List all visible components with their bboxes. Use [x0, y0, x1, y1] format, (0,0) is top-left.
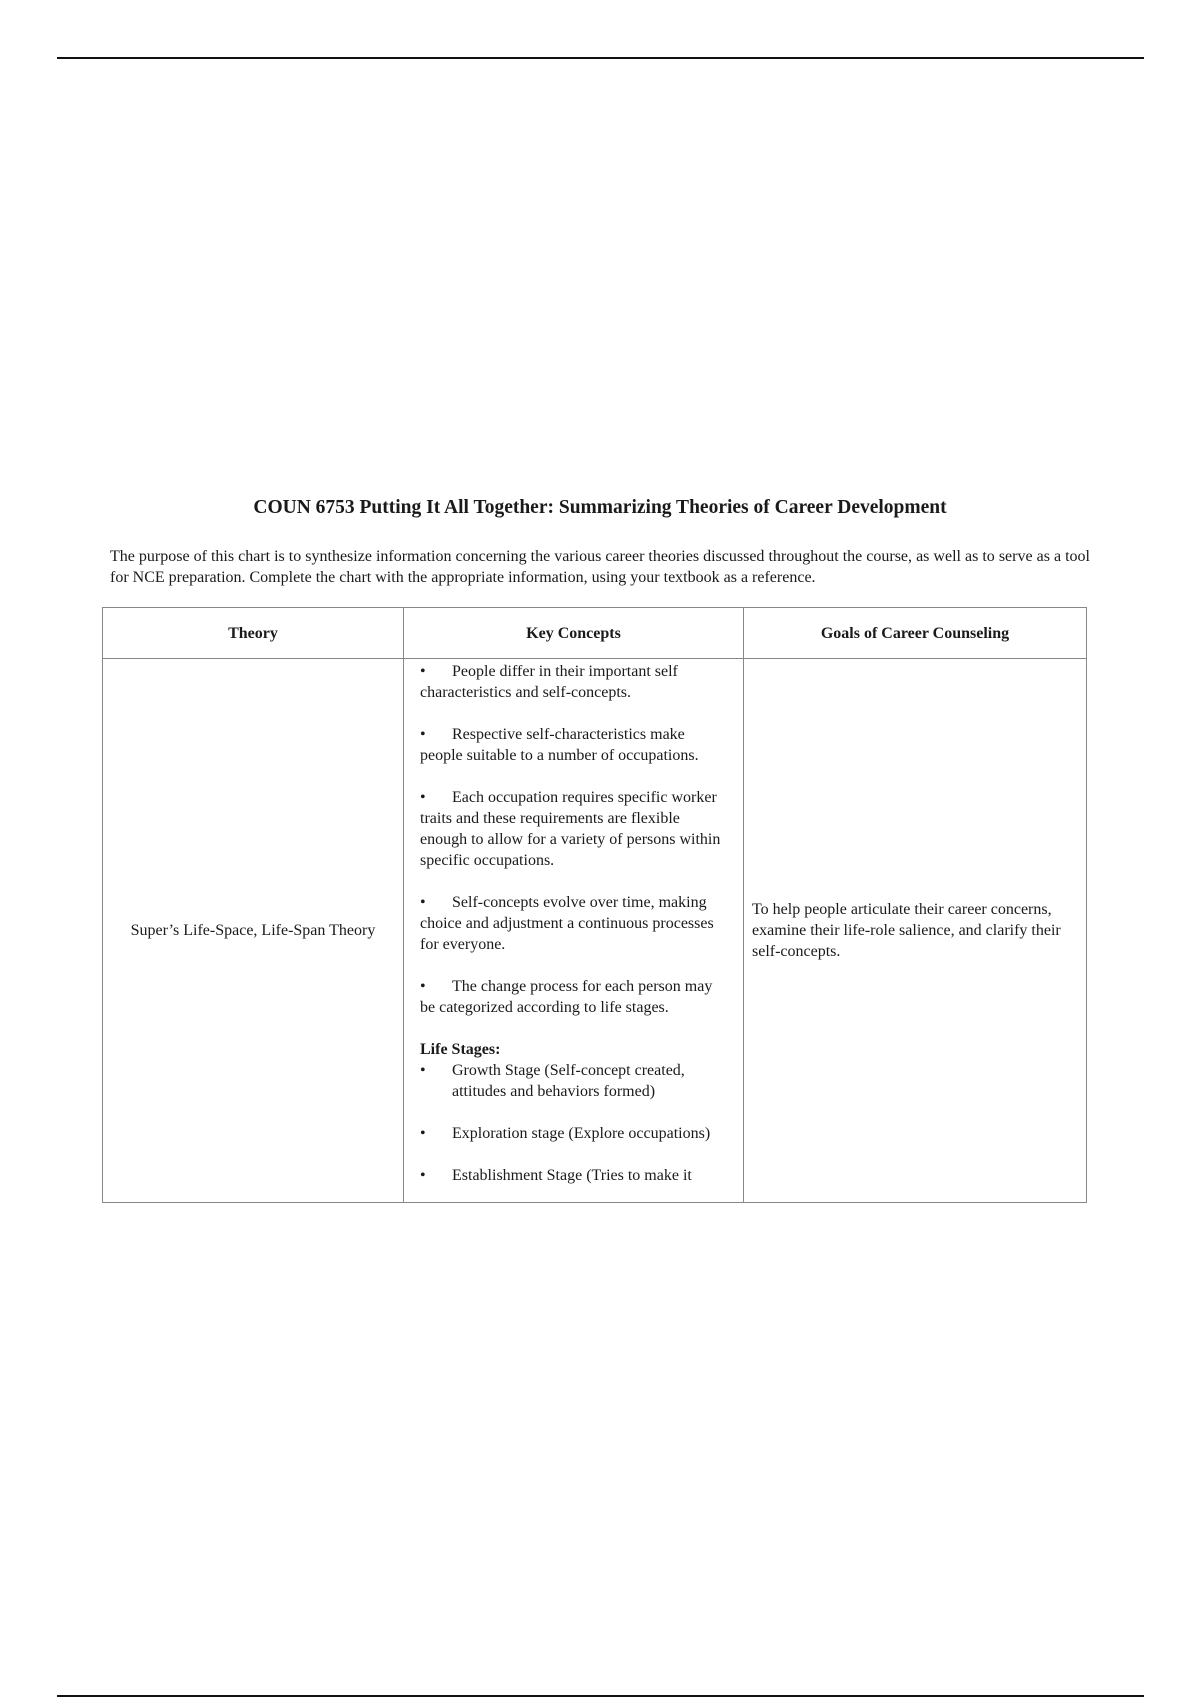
bullet-icon: •	[420, 789, 426, 806]
bullet-icon: •	[420, 894, 426, 911]
life-stages-heading: Life Stages:	[420, 1041, 501, 1058]
table-row	[103, 659, 1087, 1203]
stage-item	[420, 1060, 727, 1102]
concept-text: Self-concepts evolve over time, making choice and adjustment a continuous processes for everyone.	[420, 894, 714, 953]
stage-item	[420, 1165, 727, 1186]
intro-paragraph: The purpose of this chart is to synthesize information concerning the various career theories discussed throughout the course, as well as to serve as a tool for NCE preparation. Complete the chart with the appropriate information, using your textbook as a reference.	[110, 548, 1090, 586]
concept-item	[420, 724, 727, 766]
header-goals: Goals of Career Counseling	[744, 608, 1087, 659]
key-concepts-cell	[404, 659, 744, 1203]
bullet-icon: •	[420, 726, 426, 743]
concept-item	[420, 661, 727, 703]
concept-text: Respective self-characteristics make people suitable to a number of occupations.	[420, 726, 699, 764]
theories-chart	[102, 607, 1087, 1203]
header-row	[103, 608, 1087, 659]
concept-text: The change process for each person may be categorized according to life stages.	[420, 978, 713, 1016]
bullet-icon: •	[420, 978, 426, 995]
bullet-icon: •	[420, 1167, 426, 1184]
goals-cell: To help people articulate their career concerns, examine their life-role salience, and clarify their self-concepts.	[744, 659, 1087, 1203]
bullet-icon: •	[420, 1125, 426, 1142]
concept-item	[420, 787, 727, 871]
concept-item	[420, 976, 727, 1018]
header-key-concepts: Key Concepts	[404, 608, 744, 659]
stage-item	[420, 1123, 727, 1144]
concept-text: People differ in their important self characteristics and self-concepts.	[420, 663, 678, 701]
bullet-icon: •	[420, 1062, 426, 1079]
concept-text: Each occupation requires specific worker traits and these requirements are flexible enough to allow for a variety of persons within specific occupations.	[420, 789, 721, 869]
header-theory: Theory	[103, 608, 404, 659]
concept-item	[420, 892, 727, 955]
bullet-icon: •	[420, 663, 426, 680]
top-rule	[57, 57, 1144, 59]
stage-text: Establishment Stage (Tries to make it	[452, 1167, 692, 1184]
stage-text: Exploration stage (Explore occupations)	[452, 1125, 711, 1142]
key-concepts-content	[412, 659, 735, 1202]
document-title: COUN 6753 Putting It All Together: Summarizing Theories of Career Development	[253, 497, 947, 518]
theory-cell: Super’s Life-Space, Life-Span Theory	[103, 659, 404, 1203]
stage-text: Growth Stage (Self-concept created, attitudes and behaviors formed)	[452, 1062, 685, 1100]
bottom-rule	[57, 1695, 1144, 1697]
